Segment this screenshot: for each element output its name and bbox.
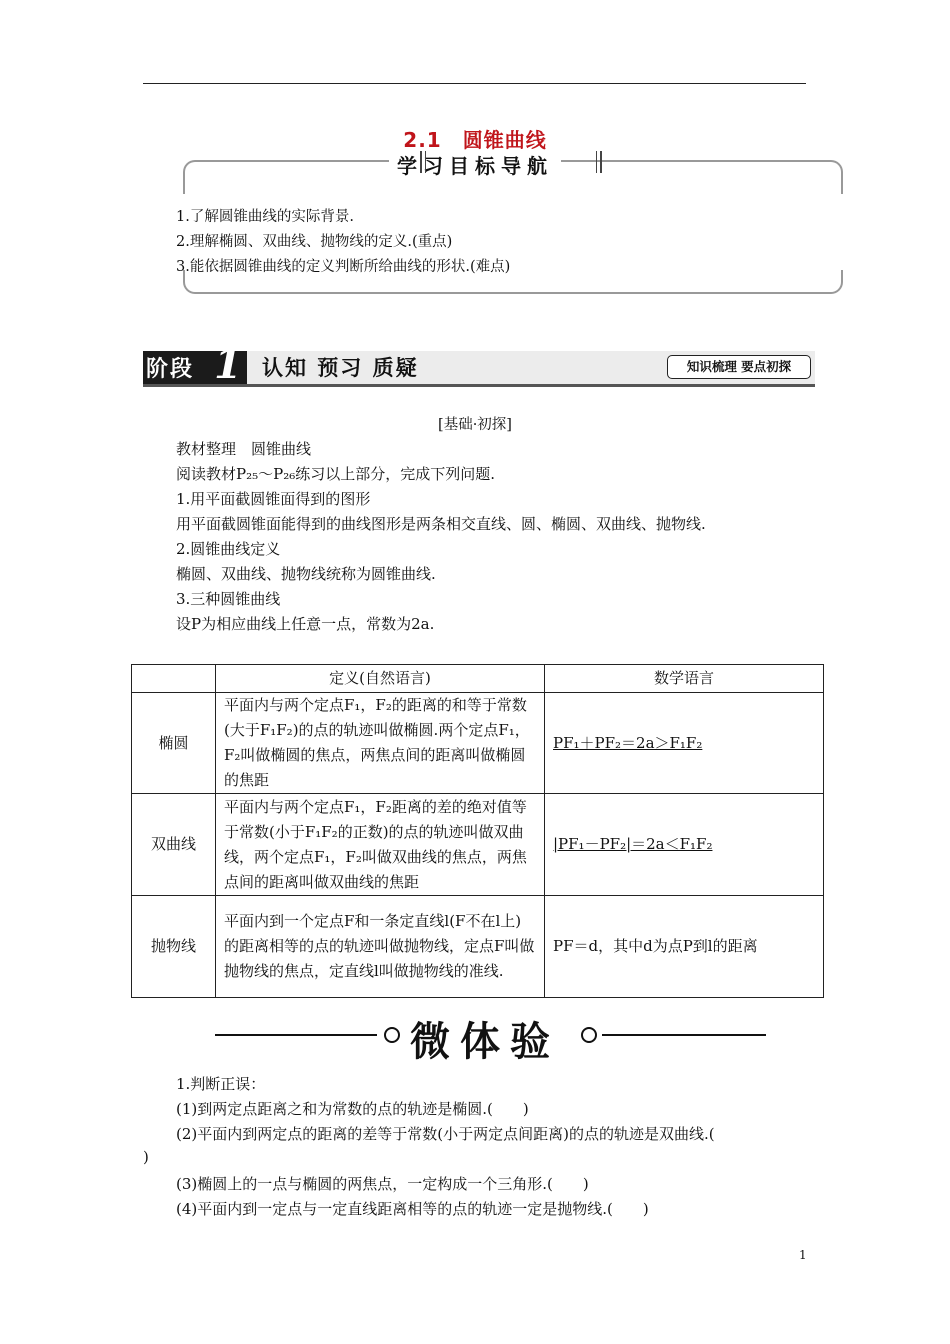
top-rule	[143, 83, 806, 84]
definition-table	[131, 664, 824, 998]
table-row	[132, 693, 824, 794]
row-definition-ellipse: 平面内与两个定点F₁，F₂的距离的和等于常数(大于F₁F₂)的点的轨迹叫做椭圆.两个定点F₁，F₂叫做椭圆的焦点，两焦点间的距离叫做椭圆的焦距	[216, 693, 545, 794]
row-definition-parabola: 平面内到一个定点F和一条定直线l(F不在l上)的距离相等的点的轨迹叫做抛物线，定点F叫做抛物线的焦点，定直线l叫做抛物线的准线.	[216, 896, 545, 998]
row-math-parabola: PF＝d，其中d为点P到l的距离	[545, 896, 824, 998]
stage-label: 阶段	[146, 357, 195, 382]
intro-line-1: 教材整理 圆锥曲线	[176, 440, 312, 458]
goal-2: 2.理解椭圆、双曲线、抛物线的定义.(重点)	[176, 234, 453, 250]
row-name-parabola: 抛物线	[132, 896, 216, 998]
heading-1: 1.用平面截圆锥面得到的图形	[176, 490, 371, 508]
nav-bar-left	[420, 151, 426, 173]
wei-rule-left	[215, 1034, 377, 1036]
table-row	[132, 896, 824, 998]
heading-2: 2.圆锥曲线定义	[176, 540, 281, 558]
intro-line-2: 阅读教材P₂₅～P₂₆练习以上部分，完成下列问题.	[176, 465, 496, 483]
nav-bar-right	[596, 151, 602, 173]
wei-title: 微体验	[410, 1018, 560, 1065]
question-3: (3)椭圆上的一点与椭圆的两焦点，一定构成一个三角形.( )	[176, 1175, 589, 1193]
goal-1: 1.了解圆锥曲线的实际背景.	[176, 209, 354, 225]
row-math-ellipse: PF₁＋PF₂＝2a＞F₁F₂	[545, 693, 824, 794]
header-cell-math: 数学语言	[545, 665, 824, 693]
stage-number: 1	[214, 341, 242, 388]
header-cell-definition: 定义(自然语言)	[216, 665, 545, 693]
row-definition-hyperbola: 平面内与两个定点F₁，F₂距离的差的绝对值等于常数(小于F₁F₂的正数)的点的轨迹叫做双曲线，两个定点F₁，F₂叫做双曲线的焦点，两焦点间的距离叫做双曲线的焦距	[216, 794, 545, 896]
question-1: (1)到两定点距离之和为常数的点的轨迹是椭圆.( )	[176, 1100, 529, 1118]
row-math-hyperbola: |PF₁－PF₂|＝2a＜F₁F₂	[545, 794, 824, 896]
questions-head: 1.判断正误：	[176, 1075, 266, 1093]
stage-tag: 知识梳理 要点初探	[667, 355, 811, 379]
wei-circle-left	[384, 1027, 400, 1043]
basic-note: [基础·初探]	[438, 417, 512, 433]
stage-text: 认知 预习 质疑	[262, 356, 419, 380]
nav-title-text: 学习目标导航	[389, 154, 561, 178]
nav-title	[0, 150, 950, 179]
intro-line-5: 设P为相应曲线上任意一点，常数为2a.	[176, 615, 435, 633]
question-2: (2)平面内到两定点的距离的差等于常数(小于两定点间距离)的点的轨迹是双曲线.(	[176, 1125, 715, 1143]
row-name-ellipse: 椭圆	[132, 693, 216, 794]
section-title: 2.1 圆锥曲线	[403, 128, 547, 152]
goal-3: 3.能依据圆锥曲线的定义判断所给曲线的形状.(难点)	[176, 259, 511, 275]
page-number: 1	[799, 1248, 807, 1262]
question-2-tail: )	[143, 1148, 149, 1166]
wei-rule-right	[602, 1034, 766, 1036]
header-cell-name	[132, 665, 216, 693]
goals-box-bottom	[183, 270, 843, 294]
table-header-row	[132, 665, 824, 693]
intro-line-4: 椭圆、双曲线、抛物线统称为圆锥曲线.	[176, 565, 436, 583]
row-name-hyperbola: 双曲线	[132, 794, 216, 896]
question-4: (4)平面内到一定点与一定直线距离相等的点的轨迹一定是抛物线.( )	[176, 1200, 649, 1218]
intro-line-3: 用平面截圆锥面能得到的曲线图形是两条相交直线、圆、椭圆、双曲线、抛物线.	[176, 515, 706, 533]
heading-3: 3.三种圆锥曲线	[176, 590, 281, 608]
wei-circle-right	[581, 1027, 597, 1043]
table-row	[132, 794, 824, 896]
